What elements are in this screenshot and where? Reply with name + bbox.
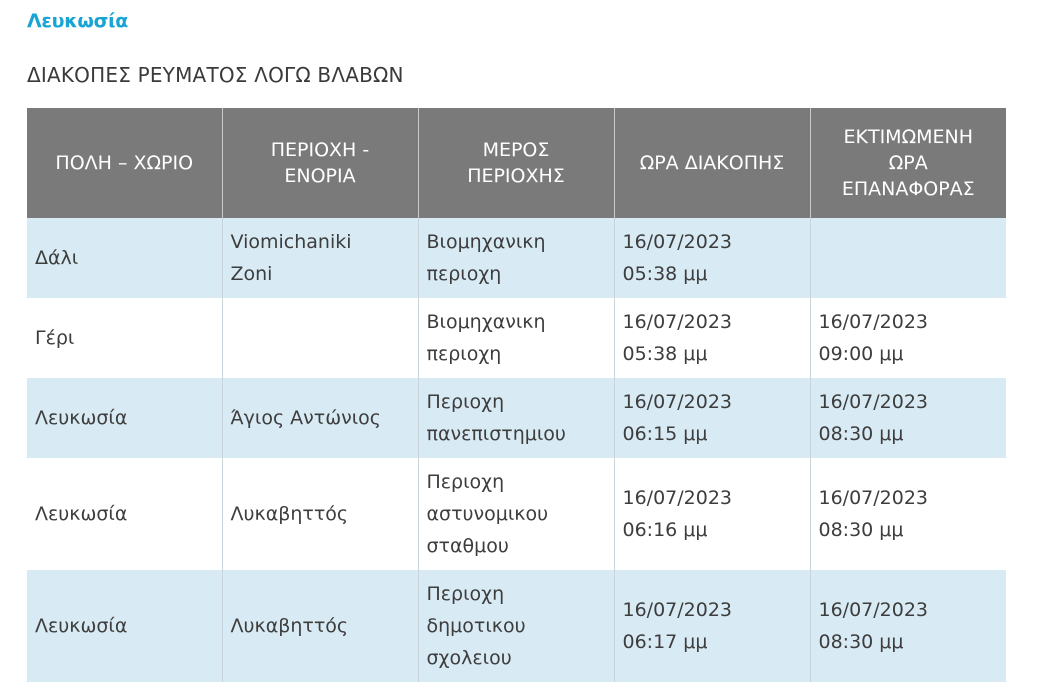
cell-part: Περιοχη δημοτικου σχολειου	[418, 570, 614, 682]
cell-outage-time: 16/07/2023 06:16 μμ	[614, 458, 810, 570]
cell-city: Γέρι	[27, 298, 222, 378]
table-header-row	[27, 108, 1006, 218]
header-restore-time: ΕΚΤΙΜΩΜΕΝΗ ΩΡΑ ΕΠΑΝΑΦΟΡΑΣ	[810, 108, 1006, 218]
cell-area: Viomichaniki Zoni	[222, 218, 418, 298]
cell-outage-time: 16/07/2023 05:38 μμ	[614, 218, 810, 298]
cell-restore-time: 16/07/2023 09:00 μμ	[810, 298, 1006, 378]
table-row	[27, 458, 1006, 570]
cell-restore-time	[810, 218, 1006, 298]
header-outage-time: ΩΡΑ ΔΙΑΚΟΠΗΣ	[614, 108, 810, 218]
table-row	[27, 378, 1006, 458]
header-city: ΠΟΛΗ – ΧΩΡΙΟ	[27, 108, 222, 218]
cell-city: Λευκωσία	[27, 378, 222, 458]
header-area: ΠΕΡΙΟΧΗ - ΕΝΟΡΙΑ	[222, 108, 418, 218]
table-row	[27, 298, 1006, 378]
cell-area: Λυκαβηττός	[222, 570, 418, 682]
cell-restore-time: 16/07/2023 08:30 μμ	[810, 458, 1006, 570]
table-row	[27, 570, 1006, 682]
header-part: ΜΕΡΟΣ ΠΕΡΙΟΧΗΣ	[418, 108, 614, 218]
cell-outage-time: 16/07/2023 06:15 μμ	[614, 378, 810, 458]
cell-part: Περιοχη αστυνομικου σταθμου	[418, 458, 614, 570]
cell-area: Άγιος Αντώνιος	[222, 378, 418, 458]
cell-outage-time: 16/07/2023 05:38 μμ	[614, 298, 810, 378]
cell-part: Βιομηχανικη περιοχη	[418, 298, 614, 378]
cell-city: Λευκωσία	[27, 570, 222, 682]
cell-restore-time: 16/07/2023 08:30 μμ	[810, 378, 1006, 458]
cell-outage-time: 16/07/2023 06:17 μμ	[614, 570, 810, 682]
cell-area: Λυκαβηττός	[222, 458, 418, 570]
cell-city: Λευκωσία	[27, 458, 222, 570]
outages-table	[27, 108, 1006, 682]
region-link[interactable]: Λευκωσία	[27, 10, 128, 32]
cell-city: Δάλι	[27, 218, 222, 298]
cell-area	[222, 298, 418, 378]
cell-part: Βιομηχανικη περιοχη	[418, 218, 614, 298]
table-row	[27, 218, 1006, 298]
section-title: ΔΙΑΚΟΠΕΣ ΡΕΥΜΑΤΟΣ ΛΟΓΩ ΒΛΑΒΩΝ	[27, 63, 404, 87]
cell-restore-time: 16/07/2023 08:30 μμ	[810, 570, 1006, 682]
cell-part: Περιοχη πανεπιστημιου	[418, 378, 614, 458]
